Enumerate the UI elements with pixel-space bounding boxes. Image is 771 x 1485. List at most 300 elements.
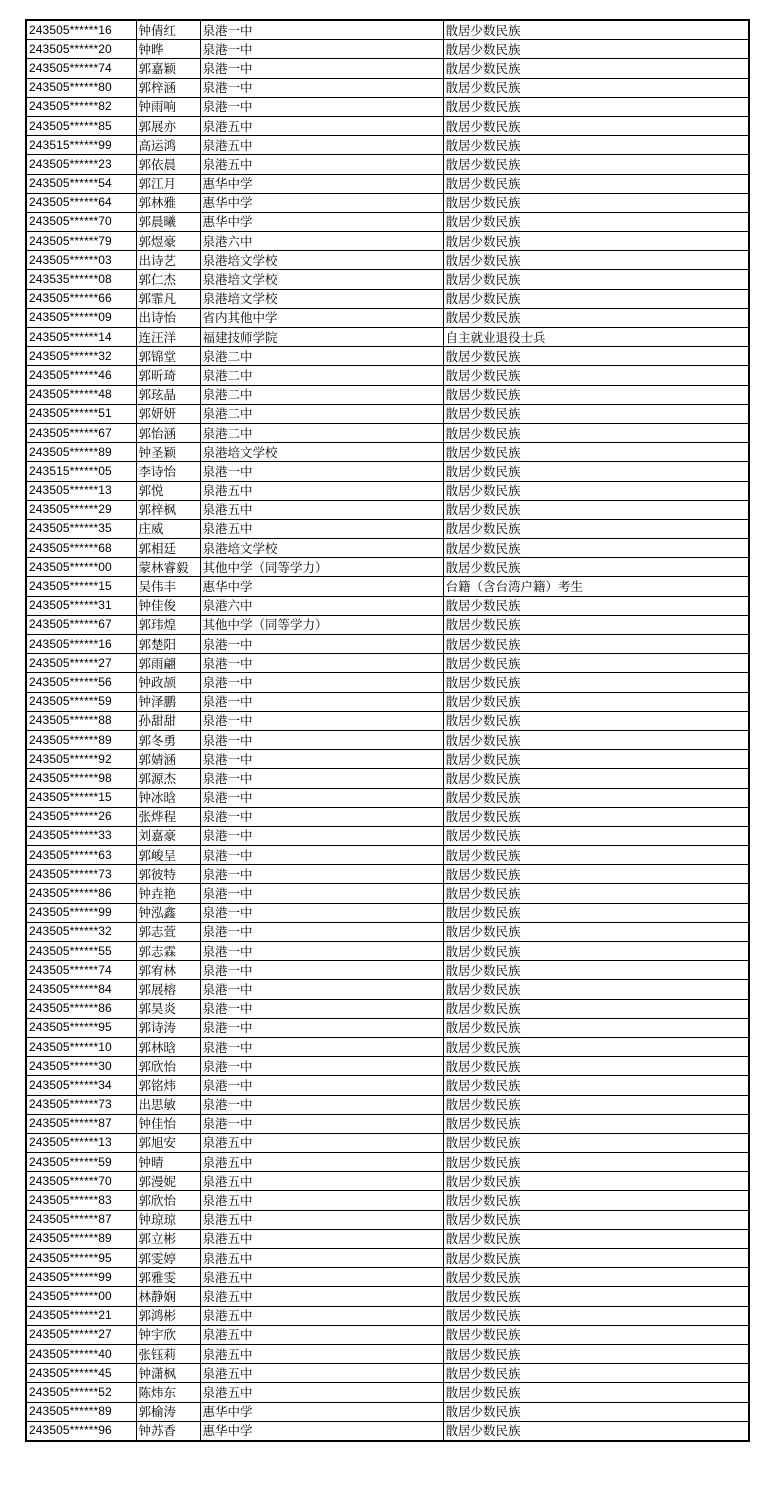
name-cell: 钟琼琼 (136, 1210, 200, 1229)
exam-id-cell: 243505******84 (26, 980, 136, 999)
table-row (26, 404, 749, 423)
category-cell: 散居少数民族 (443, 308, 749, 327)
name-cell: 郭依晨 (136, 155, 200, 174)
category-cell: 散居少数民族 (443, 347, 749, 366)
category-cell: 散居少数民族 (443, 635, 749, 654)
table-row (26, 78, 749, 97)
school-cell: 泉港一中 (200, 673, 443, 692)
table-row (26, 1057, 749, 1076)
candidate-table-body (26, 20, 749, 1441)
name-cell: 钟晴 (136, 1153, 200, 1172)
table-row (26, 1402, 749, 1421)
category-cell: 散居少数民族 (443, 750, 749, 769)
school-cell: 泉港五中 (200, 116, 443, 135)
school-cell: 泉港五中 (200, 1133, 443, 1152)
table-row (26, 1287, 749, 1306)
school-cell: 泉港一中 (200, 903, 443, 922)
category-cell: 散居少数民族 (443, 1172, 749, 1191)
category-cell: 散居少数民族 (443, 500, 749, 519)
exam-id-cell: 243505******92 (26, 750, 136, 769)
category-cell: 散居少数民族 (443, 385, 749, 404)
exam-id-cell: 243505******89 (26, 1402, 136, 1421)
category-cell: 散居少数民族 (443, 692, 749, 711)
exam-id-cell: 243505******59 (26, 1153, 136, 1172)
school-cell: 惠华中学 (200, 174, 443, 193)
table-row (26, 903, 749, 922)
exam-id-cell: 243505******80 (26, 78, 136, 97)
category-cell: 散居少数民族 (443, 1325, 749, 1344)
name-cell: 郭彼特 (136, 865, 200, 884)
school-cell: 其他中学（同等学力） (200, 558, 443, 577)
category-cell: 散居少数民族 (443, 462, 749, 481)
table-row (26, 270, 749, 289)
category-cell: 散居少数民族 (443, 1037, 749, 1056)
school-cell: 泉港一中 (200, 750, 443, 769)
category-cell: 散居少数民族 (443, 136, 749, 155)
category-cell: 散居少数民族 (443, 615, 749, 634)
table-row (26, 615, 749, 634)
school-cell: 泉港六中 (200, 232, 443, 251)
school-cell: 泉港五中 (200, 1364, 443, 1383)
name-cell: 郭晨曦 (136, 212, 200, 231)
category-cell: 散居少数民族 (443, 1344, 749, 1363)
exam-id-cell: 243505******21 (26, 1306, 136, 1325)
name-cell: 郭冬勇 (136, 730, 200, 749)
exam-id-cell: 243505******70 (26, 1172, 136, 1191)
name-cell: 出思敏 (136, 1095, 200, 1114)
school-cell: 泉港一中 (200, 1095, 443, 1114)
table-row (26, 328, 749, 347)
category-cell: 散居少数民族 (443, 1057, 749, 1076)
name-cell: 郭宥林 (136, 961, 200, 980)
name-cell: 郭诗涛 (136, 1018, 200, 1037)
school-cell: 泉港二中 (200, 423, 443, 442)
exam-id-cell: 243505******30 (26, 1057, 136, 1076)
school-cell: 泉港五中 (200, 1306, 443, 1325)
category-cell: 散居少数民族 (443, 1249, 749, 1268)
category-cell: 散居少数民族 (443, 270, 749, 289)
school-cell: 泉港一中 (200, 942, 443, 961)
exam-id-cell: 243505******70 (26, 212, 136, 231)
table-row (26, 1229, 749, 1248)
exam-id-cell: 243505******09 (26, 308, 136, 327)
table-row (26, 423, 749, 442)
school-cell: 泉港五中 (200, 500, 443, 519)
category-cell: 散居少数民族 (443, 1306, 749, 1325)
exam-id-cell: 243505******99 (26, 903, 136, 922)
table-row (26, 1133, 749, 1152)
name-cell: 林静娴 (136, 1287, 200, 1306)
school-cell: 惠华中学 (200, 1402, 443, 1421)
table-row (26, 635, 749, 654)
exam-id-cell: 243505******73 (26, 865, 136, 884)
table-row (26, 1325, 749, 1344)
school-cell: 泉港一中 (200, 59, 443, 78)
category-cell: 散居少数民族 (443, 174, 749, 193)
category-cell: 散居少数民族 (443, 1153, 749, 1172)
school-cell: 泉港一中 (200, 692, 443, 711)
table-row (26, 1210, 749, 1229)
table-row (26, 654, 749, 673)
exam-id-cell: 243505******52 (26, 1383, 136, 1402)
school-cell: 泉港一中 (200, 807, 443, 826)
school-cell: 泉港一中 (200, 78, 443, 97)
category-cell: 散居少数民族 (443, 1210, 749, 1229)
exam-id-cell: 243505******32 (26, 347, 136, 366)
table-row (26, 999, 749, 1018)
category-cell: 散居少数民族 (443, 807, 749, 826)
category-cell: 散居少数民族 (443, 1133, 749, 1152)
exam-id-cell: 243505******79 (26, 232, 136, 251)
table-row (26, 519, 749, 538)
table-row (26, 942, 749, 961)
name-cell: 钟圣颖 (136, 443, 200, 462)
table-row (26, 865, 749, 884)
school-cell: 泉港一中 (200, 462, 443, 481)
exam-id-cell: 243505******45 (26, 1364, 136, 1383)
school-cell: 惠华中学 (200, 577, 443, 596)
exam-id-cell: 243505******51 (26, 404, 136, 423)
category-cell: 散居少数民族 (443, 232, 749, 251)
category-cell: 散居少数民族 (443, 519, 749, 538)
school-cell: 泉港二中 (200, 385, 443, 404)
table-row (26, 673, 749, 692)
school-cell: 泉港培文学校 (200, 539, 443, 558)
school-cell: 泉港一中 (200, 826, 443, 845)
school-cell: 泉港五中 (200, 481, 443, 500)
school-cell: 泉港二中 (200, 404, 443, 423)
exam-id-cell: 243505******13 (26, 481, 136, 500)
name-cell: 郭嘉颖 (136, 59, 200, 78)
school-cell: 泉港五中 (200, 1383, 443, 1402)
name-cell: 钟泽鹏 (136, 692, 200, 711)
school-cell: 泉港培文学校 (200, 270, 443, 289)
name-cell: 出诗艺 (136, 251, 200, 270)
table-row (26, 347, 749, 366)
name-cell: 郭悦 (136, 481, 200, 500)
table-row (26, 20, 749, 40)
exam-id-cell: 243505******31 (26, 596, 136, 615)
table-row (26, 193, 749, 212)
exam-id-cell: 243505******10 (26, 1037, 136, 1056)
table-row (26, 1191, 749, 1210)
table-row (26, 980, 749, 999)
school-cell: 泉港五中 (200, 1325, 443, 1344)
school-cell: 泉港一中 (200, 97, 443, 116)
table-row (26, 462, 749, 481)
exam-id-cell: 243505******40 (26, 1344, 136, 1363)
candidate-table (25, 19, 750, 1442)
table-row (26, 385, 749, 404)
name-cell: 钟倩红 (136, 20, 200, 40)
exam-id-cell: 243505******86 (26, 884, 136, 903)
exam-id-cell: 243505******64 (26, 193, 136, 212)
exam-id-cell: 243535******08 (26, 270, 136, 289)
table-row (26, 807, 749, 826)
table-row (26, 155, 749, 174)
category-cell: 散居少数民族 (443, 155, 749, 174)
name-cell: 郭梓涵 (136, 78, 200, 97)
name-cell: 钟晔 (136, 40, 200, 59)
table-row (26, 174, 749, 193)
name-cell: 钟政颉 (136, 673, 200, 692)
school-cell: 泉港一中 (200, 20, 443, 40)
name-cell: 张钰莉 (136, 1344, 200, 1363)
exam-id-cell: 243505******99 (26, 1268, 136, 1287)
category-cell: 散居少数民族 (443, 20, 749, 40)
exam-id-cell: 243505******87 (26, 1114, 136, 1133)
table-row (26, 1076, 749, 1095)
school-cell: 泉港一中 (200, 922, 443, 941)
exam-id-cell: 243505******32 (26, 922, 136, 941)
name-cell: 出诗怡 (136, 308, 200, 327)
category-cell: 散居少数民族 (443, 1364, 749, 1383)
table-row (26, 1268, 749, 1287)
category-cell: 散居少数民族 (443, 961, 749, 980)
exam-id-cell: 243505******00 (26, 558, 136, 577)
school-cell: 泉港五中 (200, 1172, 443, 1191)
table-row (26, 826, 749, 845)
table-row (26, 539, 749, 558)
table-row (26, 577, 749, 596)
table-row (26, 750, 749, 769)
school-cell: 泉港一中 (200, 999, 443, 1018)
category-cell: 散居少数民族 (443, 59, 749, 78)
name-cell: 郭怡涵 (136, 423, 200, 442)
school-cell: 泉港一中 (200, 654, 443, 673)
name-cell: 郭玮煌 (136, 615, 200, 634)
school-cell: 泉港五中 (200, 1268, 443, 1287)
exam-id-cell: 243505******73 (26, 1095, 136, 1114)
table-row (26, 40, 749, 59)
name-cell: 郭志萱 (136, 922, 200, 941)
name-cell: 钟泓鑫 (136, 903, 200, 922)
table-row (26, 884, 749, 903)
school-cell: 泉港五中 (200, 136, 443, 155)
school-cell: 惠华中学 (200, 212, 443, 231)
category-cell: 散居少数民族 (443, 193, 749, 212)
name-cell: 钟雨响 (136, 97, 200, 116)
table-row (26, 961, 749, 980)
exam-id-cell: 243505******82 (26, 97, 136, 116)
category-cell: 散居少数民族 (443, 673, 749, 692)
school-cell: 泉港一中 (200, 865, 443, 884)
category-cell: 散居少数民族 (443, 788, 749, 807)
table-row (26, 136, 749, 155)
exam-id-cell: 243505******35 (26, 519, 136, 538)
table-row (26, 1153, 749, 1172)
table-row (26, 1249, 749, 1268)
table-row (26, 97, 749, 116)
name-cell: 郭梓枫 (136, 500, 200, 519)
school-cell: 泉港五中 (200, 1249, 443, 1268)
exam-id-cell: 243505******27 (26, 1325, 136, 1344)
school-cell: 泉港五中 (200, 155, 443, 174)
school-cell: 福建技师学院 (200, 328, 443, 347)
category-cell: 散居少数民族 (443, 1095, 749, 1114)
name-cell: 郭霏凡 (136, 289, 200, 308)
table-row (26, 596, 749, 615)
table-row (26, 251, 749, 270)
exam-id-cell: 243505******88 (26, 711, 136, 730)
school-cell: 泉港一中 (200, 1076, 443, 1095)
exam-id-cell: 243505******89 (26, 730, 136, 749)
name-cell: 钟宇欣 (136, 1325, 200, 1344)
school-cell: 泉港一中 (200, 635, 443, 654)
category-cell: 散居少数民族 (443, 1402, 749, 1421)
name-cell: 吴伟丰 (136, 577, 200, 596)
exam-id-cell: 243505******74 (26, 961, 136, 980)
exam-id-cell: 243505******29 (26, 500, 136, 519)
name-cell: 郭旭安 (136, 1133, 200, 1152)
exam-id-cell: 243505******15 (26, 577, 136, 596)
exam-id-cell: 243505******54 (26, 174, 136, 193)
table-row (26, 692, 749, 711)
exam-id-cell: 243505******96 (26, 1421, 136, 1441)
name-cell: 郭相廷 (136, 539, 200, 558)
name-cell: 郭峻呈 (136, 846, 200, 865)
name-cell: 郭楚阳 (136, 635, 200, 654)
category-cell: 散居少数民族 (443, 539, 749, 558)
table-row (26, 1344, 749, 1363)
category-cell: 散居少数民族 (443, 443, 749, 462)
name-cell: 郭雅雯 (136, 1268, 200, 1287)
table-row (26, 1172, 749, 1191)
category-cell: 台籍（含台湾户籍）考生 (443, 577, 749, 596)
table-row (26, 1018, 749, 1037)
exam-id-cell: 243505******98 (26, 769, 136, 788)
category-cell: 散居少数民族 (443, 942, 749, 961)
name-cell: 郭鸿彬 (136, 1306, 200, 1325)
school-cell: 泉港五中 (200, 1287, 443, 1306)
category-cell: 散居少数民族 (443, 40, 749, 59)
name-cell: 钟佳俊 (136, 596, 200, 615)
school-cell: 泉港一中 (200, 788, 443, 807)
school-cell: 惠华中学 (200, 193, 443, 212)
school-cell: 泉港五中 (200, 1229, 443, 1248)
category-cell: 散居少数民族 (443, 769, 749, 788)
category-cell: 散居少数民族 (443, 1268, 749, 1287)
table-row (26, 308, 749, 327)
table-row (26, 846, 749, 865)
name-cell: 郭展榕 (136, 980, 200, 999)
table-row (26, 1095, 749, 1114)
exam-id-cell: 243505******16 (26, 635, 136, 654)
school-cell: 泉港一中 (200, 1037, 443, 1056)
name-cell: 郭雯婷 (136, 1249, 200, 1268)
category-cell: 散居少数民族 (443, 423, 749, 442)
exam-id-cell: 243505******14 (26, 328, 136, 347)
category-cell: 散居少数民族 (443, 1076, 749, 1095)
table-row (26, 1364, 749, 1383)
exam-id-cell: 243505******85 (26, 116, 136, 135)
exam-id-cell: 243505******33 (26, 826, 136, 845)
exam-id-cell: 243505******56 (26, 673, 136, 692)
school-cell: 泉港五中 (200, 1191, 443, 1210)
school-cell: 泉港一中 (200, 1114, 443, 1133)
category-cell: 散居少数民族 (443, 596, 749, 615)
school-cell: 泉港一中 (200, 40, 443, 59)
name-cell: 陈炜东 (136, 1383, 200, 1402)
name-cell: 郭妍妍 (136, 404, 200, 423)
table-row (26, 212, 749, 231)
table-row (26, 769, 749, 788)
exam-id-cell: 243505******16 (26, 20, 136, 40)
name-cell: 蒙林睿毅 (136, 558, 200, 577)
school-cell: 泉港一中 (200, 980, 443, 999)
name-cell: 连汪洋 (136, 328, 200, 347)
name-cell: 郭源杰 (136, 769, 200, 788)
name-cell: 郭昊炎 (136, 999, 200, 1018)
school-cell: 泉港五中 (200, 519, 443, 538)
table-row (26, 1383, 749, 1402)
category-cell: 散居少数民族 (443, 922, 749, 941)
category-cell: 散居少数民族 (443, 826, 749, 845)
category-cell: 散居少数民族 (443, 116, 749, 135)
exam-id-cell: 243515******99 (26, 136, 136, 155)
category-cell: 散居少数民族 (443, 1421, 749, 1441)
exam-id-cell: 243505******86 (26, 999, 136, 1018)
school-cell: 泉港培文学校 (200, 289, 443, 308)
name-cell: 郭仁杰 (136, 270, 200, 289)
name-cell: 钟苏香 (136, 1421, 200, 1441)
table-row (26, 711, 749, 730)
table-row (26, 1306, 749, 1325)
name-cell: 郭欣怡 (136, 1191, 200, 1210)
table-row (26, 116, 749, 135)
exam-id-cell: 243515******05 (26, 462, 136, 481)
school-cell: 泉港二中 (200, 347, 443, 366)
category-cell: 散居少数民族 (443, 884, 749, 903)
exam-id-cell: 243505******67 (26, 423, 136, 442)
name-cell: 郭立彬 (136, 1229, 200, 1248)
name-cell: 郭榆涛 (136, 1402, 200, 1421)
category-cell: 散居少数民族 (443, 212, 749, 231)
category-cell: 散居少数民族 (443, 1191, 749, 1210)
table-row (26, 443, 749, 462)
name-cell: 郭江月 (136, 174, 200, 193)
school-cell: 泉港一中 (200, 1057, 443, 1076)
school-cell: 泉港五中 (200, 1210, 443, 1229)
category-cell: 散居少数民族 (443, 289, 749, 308)
category-cell: 散居少数民族 (443, 404, 749, 423)
school-cell: 其他中学（同等学力） (200, 615, 443, 634)
name-cell: 郭玹晶 (136, 385, 200, 404)
name-cell: 郭林晗 (136, 1037, 200, 1056)
category-cell: 散居少数民族 (443, 711, 749, 730)
category-cell: 散居少数民族 (443, 97, 749, 116)
name-cell: 钟潇枫 (136, 1364, 200, 1383)
category-cell: 散居少数民族 (443, 1287, 749, 1306)
category-cell: 散居少数民族 (443, 1018, 749, 1037)
exam-id-cell: 243505******55 (26, 942, 136, 961)
name-cell: 郭展亦 (136, 116, 200, 135)
exam-id-cell: 243505******00 (26, 1287, 136, 1306)
exam-id-cell: 243505******26 (26, 807, 136, 826)
table-row (26, 232, 749, 251)
table-row (26, 1037, 749, 1056)
name-cell: 郭煜豪 (136, 232, 200, 251)
table-row (26, 1421, 749, 1441)
category-cell: 散居少数民族 (443, 558, 749, 577)
exam-id-cell: 243505******68 (26, 539, 136, 558)
exam-id-cell: 243505******83 (26, 1191, 136, 1210)
school-cell: 泉港一中 (200, 846, 443, 865)
category-cell: 散居少数民族 (443, 903, 749, 922)
category-cell: 散居少数民族 (443, 980, 749, 999)
exam-id-cell: 243505******34 (26, 1076, 136, 1095)
name-cell: 刘嘉豪 (136, 826, 200, 845)
